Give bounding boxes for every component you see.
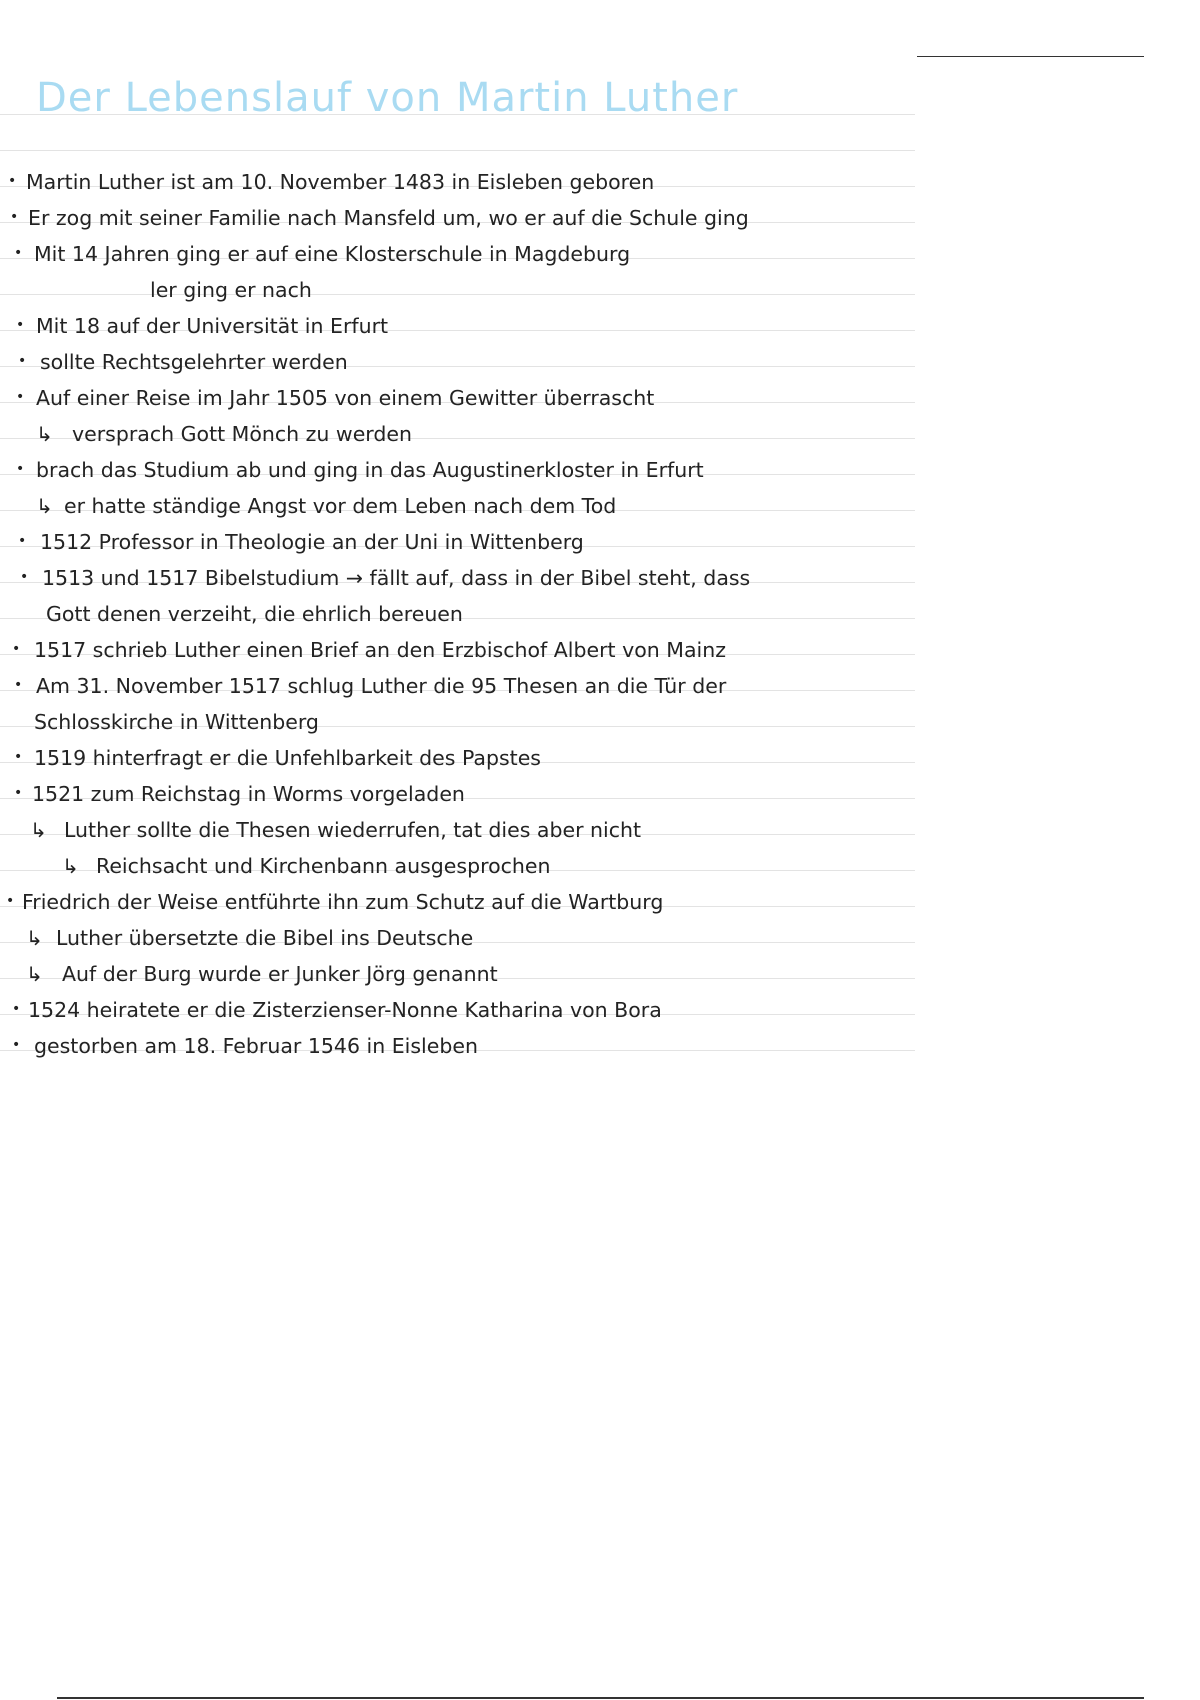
list-item-text: 1519 hinterfragt er die Unfehlbarkeit des Papstes [34,746,541,770]
arrow-icon: ↳ [26,962,43,986]
ruled-line [0,150,915,151]
bullet-icon: • [12,1001,21,1017]
header-rule [917,56,1144,57]
list-item-text: Reichsacht und Kirchenbann ausgesprochen [96,854,551,878]
footer-rule [57,1697,1144,1699]
arrow-icon: ↳ [36,422,53,446]
list-item-text: Friedrich der Weise entführte ihn zum Schutz auf die Wartburg [22,890,664,914]
bullet-icon: • [14,245,23,261]
arrow-icon: ↳ [30,818,47,842]
list-item-text: Gott denen verzeiht, die ehrlich bereuen [46,602,463,626]
list-item-text: Martin Luther ist am 10. November 1483 in Eisleben geboren [26,170,655,194]
list-item-text: Auf einer Reise im Jahr 1505 von einem Gewitter überrascht [36,386,655,410]
list-item-text: gestorben am 18. Februar 1546 in Eisleben [34,1034,478,1058]
list-item-text: 1517 schrieb Luther einen Brief an den Erzbischof Albert von Mainz [34,638,726,662]
arrow-icon: ↳ [26,926,43,950]
list-item-text: Mit 18 auf der Universität in Erfurt [36,314,389,338]
list-item-text: sollte Rechtsgelehrter werden [40,350,348,374]
bullet-icon: • [14,749,23,765]
list-item-text: Am 31. November 1517 schlug Luther die 95 Thesen an die Tür der [36,674,727,698]
list-item-text: 1513 und 1517 Bibelstudium → fällt auf, dass in der Bibel steht, dass [42,566,751,590]
page-title: Der Lebenslauf von Martin Luther [36,75,739,121]
list-item-text: Er zog mit seiner Familie nach Mansfeld um, wo er auf die Schule ging [28,206,749,230]
bullet-icon: • [10,209,19,225]
bullet-icon: • [16,317,25,333]
list-item-text: Schlosskirche in Wittenberg [34,710,319,734]
bullet-icon: • [12,1037,21,1053]
list-item-text: er hatte ständige Angst vor dem Leben nach dem Tod [64,494,617,518]
list-item-text: ler ging er nach [150,278,312,302]
bullet-icon: • [18,533,27,549]
bullet-icon: • [6,893,15,909]
arrow-icon: ↳ [36,494,53,518]
list-item-text: versprach Gott Mönch zu werden [72,422,412,446]
bullet-icon: • [14,785,23,801]
bullet-icon: • [8,173,17,189]
list-item-text: 1524 heiratete er die Zisterzienser-Nonne Katharina von Bora [28,998,662,1022]
list-item-text: brach das Studium ab und ging in das Augustinerkloster in Erfurt [36,458,704,482]
list-item-text: Luther übersetzte die Bibel ins Deutsche [56,926,474,950]
bullet-icon: • [12,641,21,657]
bullet-icon: • [14,677,23,693]
list-item-text: 1512 Professor in Theologie an der Uni in Wittenberg [40,530,584,554]
list-item-text: Luther sollte die Thesen wiederrufen, tat dies aber nicht [64,818,642,842]
arrow-icon: ↳ [62,854,79,878]
bullet-icon: • [18,353,27,369]
list-item-text: Mit 14 Jahren ging er auf eine Klosterschule in Magdeburg [34,242,631,266]
bullet-icon: • [16,389,25,405]
bullet-icon: • [16,461,25,477]
list-item-text: Auf der Burg wurde er Junker Jörg genannt [62,962,498,986]
ruled-line [0,294,915,295]
list-item-text: 1521 zum Reichstag in Worms vorgeladen [32,782,465,806]
bullet-icon: • [20,569,29,585]
